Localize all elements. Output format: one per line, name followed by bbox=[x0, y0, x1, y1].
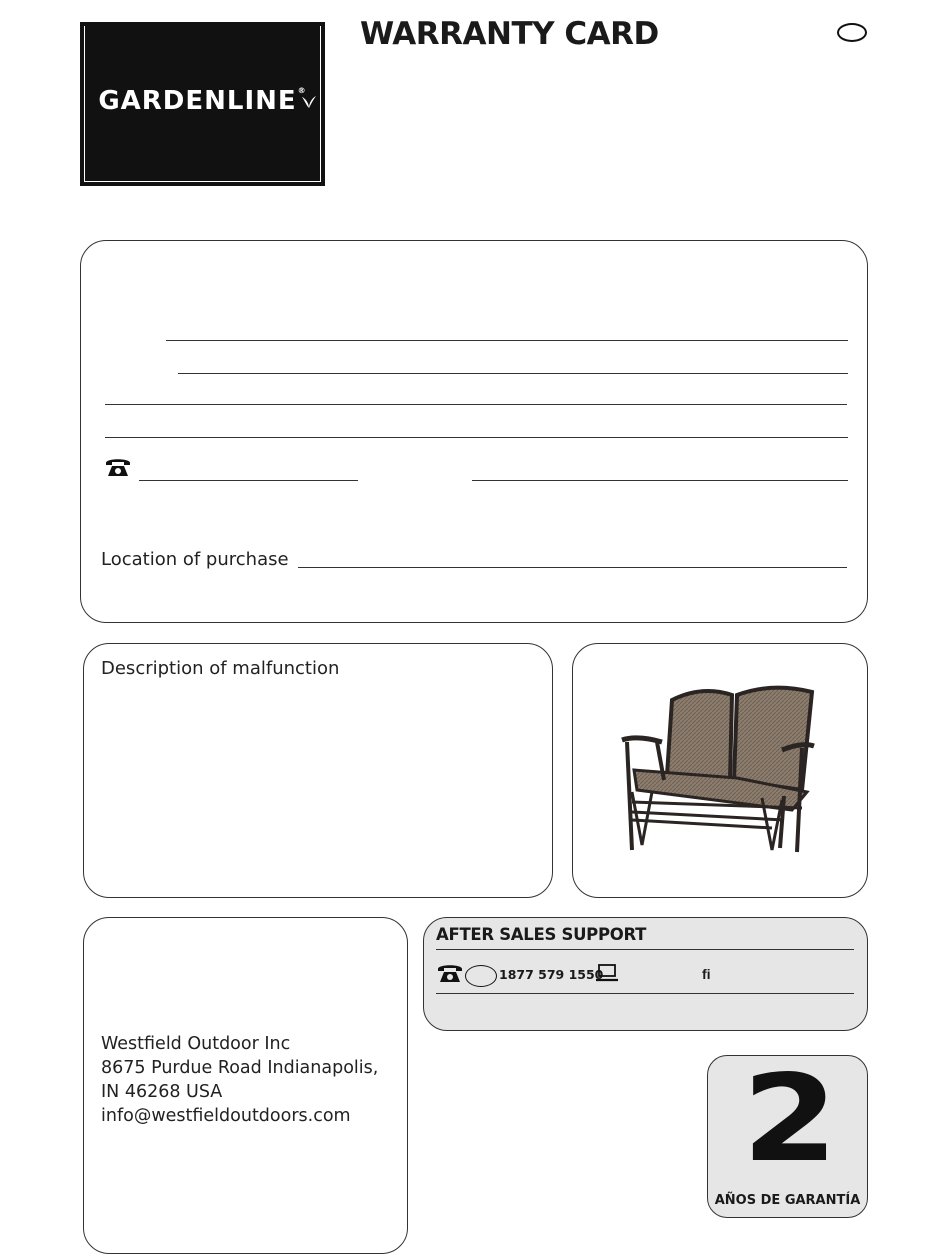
support-web-mark: ﬁ bbox=[702, 966, 711, 982]
name-field-line[interactable] bbox=[166, 340, 848, 341]
location-of-purchase-field-line[interactable] bbox=[298, 567, 847, 568]
address-line: IN 46268 USA bbox=[101, 1082, 223, 1102]
malfunction-label: Description of malfunction bbox=[101, 658, 340, 679]
leaf-icon bbox=[301, 95, 317, 109]
warranty-years-label: AÑOS DE GARANTÍA bbox=[714, 1193, 861, 1208]
logo-brand-text: GARDENLINE bbox=[98, 86, 297, 116]
telephone-icon bbox=[104, 456, 132, 478]
page-title: WARRANTY CARD bbox=[360, 16, 659, 52]
address-line: 8675 Purdue Road Indianapolis, bbox=[101, 1058, 379, 1078]
malfunction-section[interactable] bbox=[83, 643, 553, 898]
street-field-line[interactable] bbox=[178, 373, 848, 374]
warranty-years-number: 2 bbox=[741, 1050, 839, 1189]
laptop-icon bbox=[595, 963, 619, 983]
country-code-oval bbox=[465, 965, 497, 987]
support-email[interactable]: info@westfieldoutdoors.com bbox=[101, 1106, 351, 1126]
email-field-line[interactable] bbox=[472, 480, 848, 481]
language-code-oval bbox=[837, 23, 867, 42]
support-divider-top bbox=[436, 949, 854, 950]
location-of-purchase-label: Location of purchase bbox=[101, 549, 289, 570]
glider-bench-image bbox=[612, 680, 827, 860]
address-line: Westfield Outdoor Inc bbox=[101, 1034, 291, 1054]
registered-mark: ® bbox=[297, 86, 307, 95]
country-field-line[interactable] bbox=[105, 437, 848, 438]
logo-wordmark bbox=[80, 86, 325, 116]
city-field-line[interactable] bbox=[105, 404, 847, 405]
support-title: AFTER SALES SUPPORT bbox=[436, 925, 647, 944]
support-phone-number[interactable]: 1877 579 1550 bbox=[499, 967, 604, 982]
phone-field-line[interactable] bbox=[139, 480, 358, 481]
support-divider-bottom bbox=[436, 993, 854, 994]
brand-logo bbox=[80, 22, 325, 186]
telephone-icon bbox=[436, 962, 464, 984]
